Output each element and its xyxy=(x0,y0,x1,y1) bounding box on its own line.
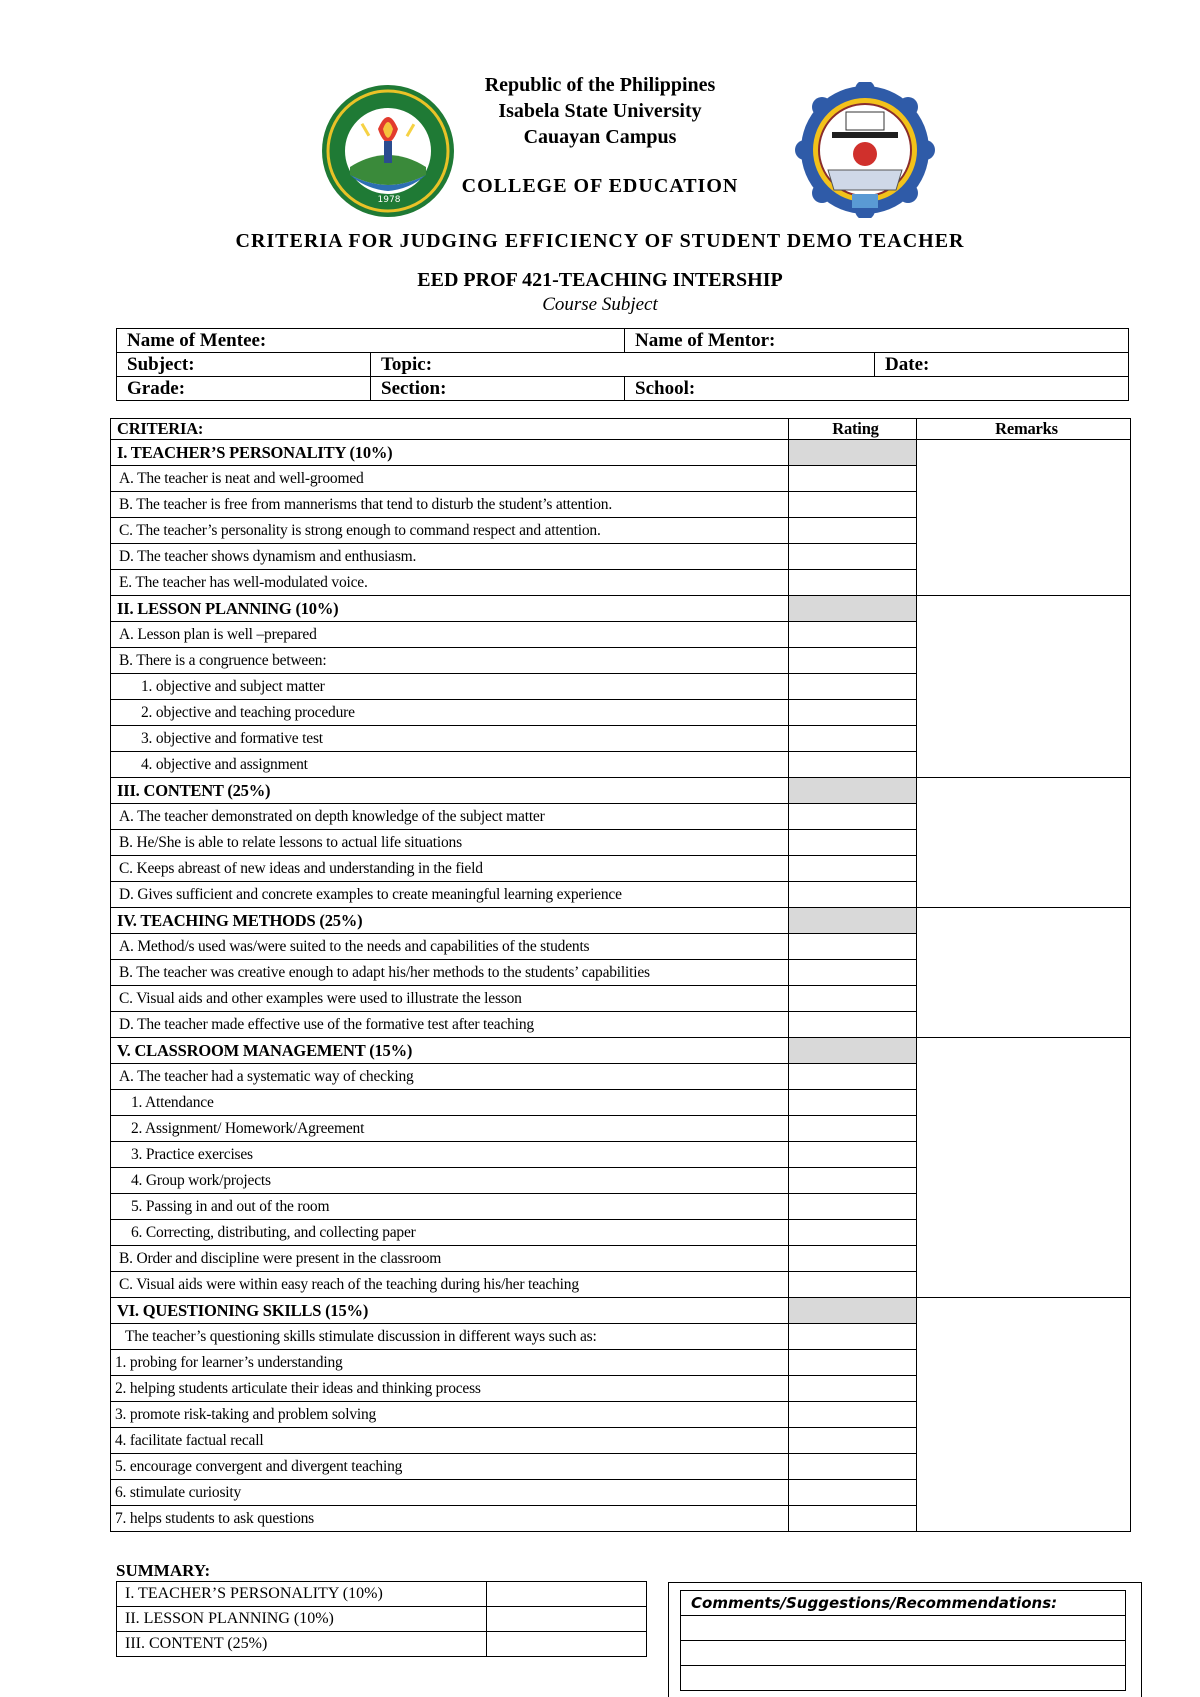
criteria-item-label: 1. objective and subject matter xyxy=(111,674,789,700)
mentor-field[interactable]: Name of Mentor: xyxy=(625,329,1129,353)
rating-input-cell[interactable] xyxy=(789,1376,917,1402)
rating-input-cell[interactable] xyxy=(789,700,917,726)
info-table xyxy=(116,328,1129,401)
criteria-section-row xyxy=(111,908,1131,934)
rating-input-cell[interactable] xyxy=(789,1090,917,1116)
criteria-item-label: 2. Assignment/ Homework/Agreement xyxy=(111,1116,789,1142)
criteria-item-label: A. The teacher had a systematic way of checking xyxy=(111,1064,789,1090)
criteria-section-row xyxy=(111,596,1131,622)
remarks-col-header: Remarks xyxy=(917,419,1131,440)
form-title: CRITERIA FOR JUDGING EFFICIENCY OF STUDENT DEMO TEACHER xyxy=(235,230,965,252)
summary-score-cell[interactable] xyxy=(487,1607,647,1632)
criteria-item-label: The teacher’s questioning skills stimulate discussion in different ways such as: xyxy=(111,1324,789,1350)
comments-line[interactable] xyxy=(681,1666,1126,1691)
date-field[interactable]: Date: xyxy=(875,353,1129,377)
course-caption: Course Subject xyxy=(542,294,658,315)
summary-label: II. LESSON PLANNING (10%) xyxy=(117,1607,487,1632)
criteria-item-label: 3. Practice exercises xyxy=(111,1142,789,1168)
criteria-item-label: 4. Group work/projects xyxy=(111,1168,789,1194)
criteria-item-label: 5. encourage convergent and divergent teaching xyxy=(111,1454,789,1480)
summary-label: I. TEACHER’S PERSONALITY (10%) xyxy=(117,1582,487,1607)
criteria-section-row xyxy=(111,1298,1131,1324)
criteria-item-label: A. Method/s used was/were suited to the needs and capabilities of the students xyxy=(111,934,789,960)
rating-input-cell[interactable] xyxy=(789,1246,917,1272)
topic-field[interactable]: Topic: xyxy=(371,353,875,377)
section-rating-cell xyxy=(789,1038,917,1064)
rating-input-cell[interactable] xyxy=(789,1142,917,1168)
summary-title: SUMMARY: xyxy=(116,1561,211,1580)
rating-input-cell[interactable] xyxy=(789,622,917,648)
summary-score-cell[interactable] xyxy=(487,1632,647,1657)
rating-input-cell[interactable] xyxy=(789,1012,917,1038)
criteria-item-label: A. The teacher is neat and well-groomed xyxy=(111,466,789,492)
criteria-item-label: B. He/She is able to relate lessons to actual life situations xyxy=(111,830,789,856)
section-rating-cell xyxy=(789,596,917,622)
rating-input-cell[interactable] xyxy=(789,934,917,960)
school-field[interactable]: School: xyxy=(625,377,1129,401)
criteria-item-label: C. The teacher’s personality is strong enough to command respect and attention. xyxy=(111,518,789,544)
criteria-section-row xyxy=(111,440,1131,466)
rating-input-cell[interactable] xyxy=(789,726,917,752)
subject-field[interactable]: Subject: xyxy=(117,353,371,377)
criteria-item-label: D. The teacher made effective use of the formative test after teaching xyxy=(111,1012,789,1038)
rating-input-cell[interactable] xyxy=(789,830,917,856)
rating-input-cell[interactable] xyxy=(789,804,917,830)
criteria-section-row xyxy=(111,1038,1131,1064)
criteria-item-label: C. Visual aids and other examples were used to illustrate the lesson xyxy=(111,986,789,1012)
criteria-item-label: A. Lesson plan is well –prepared xyxy=(111,622,789,648)
seal-year: 1978 xyxy=(377,195,401,205)
criteria-item-label: D. Gives sufficient and concrete examples to create meaningful learning experience xyxy=(111,882,789,908)
criteria-item-label: 2. helping students articulate their ideas and thinking process xyxy=(111,1376,789,1402)
rating-input-cell[interactable] xyxy=(789,1324,917,1350)
rating-input-cell[interactable] xyxy=(789,570,917,596)
criteria-col-header: CRITERIA: xyxy=(111,419,789,440)
rating-input-cell[interactable] xyxy=(789,1064,917,1090)
rating-input-cell[interactable] xyxy=(789,492,917,518)
rating-input-cell[interactable] xyxy=(789,1220,917,1246)
rating-input-cell[interactable] xyxy=(789,1480,917,1506)
rating-input-cell[interactable] xyxy=(789,1402,917,1428)
rating-input-cell[interactable] xyxy=(789,648,917,674)
rating-input-cell[interactable] xyxy=(789,960,917,986)
criteria-section-title: I. TEACHER’S PERSONALITY (10%) xyxy=(111,440,789,466)
section-rating-cell xyxy=(789,1298,917,1324)
section-rating-cell xyxy=(789,908,917,934)
section-rating-cell xyxy=(789,440,917,466)
rating-input-cell[interactable] xyxy=(789,674,917,700)
comments-label: Comments/Suggestions/Recommendations: xyxy=(681,1591,1126,1616)
summary-row xyxy=(117,1582,647,1607)
section-remarks-cell[interactable] xyxy=(917,908,1131,1038)
criteria-section-title: IV. TEACHING METHODS (25%) xyxy=(111,908,789,934)
summary-row xyxy=(117,1632,647,1657)
criteria-item-label: D. The teacher shows dynamism and enthusiasm. xyxy=(111,544,789,570)
section-remarks-cell[interactable] xyxy=(917,1038,1131,1298)
summary-table xyxy=(116,1581,647,1657)
rating-input-cell[interactable] xyxy=(789,1168,917,1194)
criteria-item-label: B. Order and discipline were present in the classroom xyxy=(111,1246,789,1272)
rating-input-cell[interactable] xyxy=(789,1194,917,1220)
criteria-section-title: III. CONTENT (25%) xyxy=(111,778,789,804)
comments-line[interactable] xyxy=(681,1641,1126,1666)
rating-input-cell[interactable] xyxy=(789,1428,917,1454)
rating-input-cell[interactable] xyxy=(789,1506,917,1532)
rating-input-cell[interactable] xyxy=(789,518,917,544)
criteria-item-label: 5. Passing in and out of the room xyxy=(111,1194,789,1220)
criteria-section-title: II. LESSON PLANNING (10%) xyxy=(111,596,789,622)
criteria-item-label: 4. facilitate factual recall xyxy=(111,1428,789,1454)
criteria-item-label: 1. Attendance xyxy=(111,1090,789,1116)
criteria-item-label: 3. objective and formative test xyxy=(111,726,789,752)
header-republic: Republic of the Philippines xyxy=(484,74,716,96)
rating-input-cell[interactable] xyxy=(789,752,917,778)
criteria-item-label: E. The teacher has well-modulated voice. xyxy=(111,570,789,596)
summary-row xyxy=(117,1607,647,1632)
header-college: COLLEGE OF EDUCATION xyxy=(461,175,739,197)
criteria-item-label: 6. Correcting, distributing, and collecting paper xyxy=(111,1220,789,1246)
rating-input-cell[interactable] xyxy=(789,1272,917,1298)
criteria-item-label: 7. helps students to ask questions xyxy=(111,1506,789,1532)
criteria-item-label: B. The teacher was creative enough to adapt his/her methods to the students’ capabilities xyxy=(111,960,789,986)
criteria-item-label: 2. objective and teaching procedure xyxy=(111,700,789,726)
rating-input-cell[interactable] xyxy=(789,1454,917,1480)
section-remarks-cell[interactable] xyxy=(917,1298,1131,1532)
header-campus: Cauayan Campus xyxy=(523,126,677,148)
section-remarks-cell[interactable] xyxy=(917,778,1131,908)
criteria-item-label: B. The teacher is free from mannerisms that tend to disturb the student’s attention. xyxy=(111,492,789,518)
criteria-item-label: B. There is a congruence between: xyxy=(111,648,789,674)
course-title: EED PROF 421-TEACHING INTERSHIP xyxy=(417,269,783,291)
rating-input-cell[interactable] xyxy=(789,1116,917,1142)
criteria-section-title: V. CLASSROOM MANAGEMENT (15%) xyxy=(111,1038,789,1064)
criteria-table xyxy=(110,418,1131,1532)
rating-input-cell[interactable] xyxy=(789,1350,917,1376)
section-remarks-cell[interactable] xyxy=(917,596,1131,778)
criteria-item-label: 4. objective and assignment xyxy=(111,752,789,778)
header-university: Isabela State University xyxy=(498,100,702,122)
criteria-section-title: VI. QUESTIONING SKILLS (15%) xyxy=(111,1298,789,1324)
summary-score-cell[interactable] xyxy=(487,1582,647,1607)
rating-input-cell[interactable] xyxy=(789,466,917,492)
criteria-item-label: C. Visual aids were within easy reach of the teaching during his/her teaching xyxy=(111,1272,789,1298)
comments-table xyxy=(680,1590,1126,1691)
comments-line[interactable] xyxy=(681,1616,1126,1641)
criteria-item-label: A. The teacher demonstrated on depth knowledge of the subject matter xyxy=(111,804,789,830)
mentee-field[interactable]: Name of Mentee: xyxy=(117,329,625,353)
rating-input-cell[interactable] xyxy=(789,882,917,908)
summary-label: III. CONTENT (25%) xyxy=(117,1632,487,1657)
criteria-item-label: 1. probing for learner’s understanding xyxy=(111,1350,789,1376)
grade-field[interactable]: Grade: xyxy=(117,377,371,401)
rating-input-cell[interactable] xyxy=(789,986,917,1012)
criteria-section-row xyxy=(111,778,1131,804)
section-remarks-cell[interactable] xyxy=(917,440,1131,596)
section-rating-cell xyxy=(789,778,917,804)
criteria-item-label: 3. promote risk-taking and problem solving xyxy=(111,1402,789,1428)
rating-input-cell[interactable] xyxy=(789,544,917,570)
criteria-item-label: C. Keeps abreast of new ideas and understanding in the field xyxy=(111,856,789,882)
section-field[interactable]: Section: xyxy=(371,377,625,401)
criteria-item-label: 6. stimulate curiosity xyxy=(111,1480,789,1506)
rating-col-header: Rating xyxy=(789,419,917,440)
rating-input-cell[interactable] xyxy=(789,856,917,882)
criteria-header-row xyxy=(111,419,1131,440)
